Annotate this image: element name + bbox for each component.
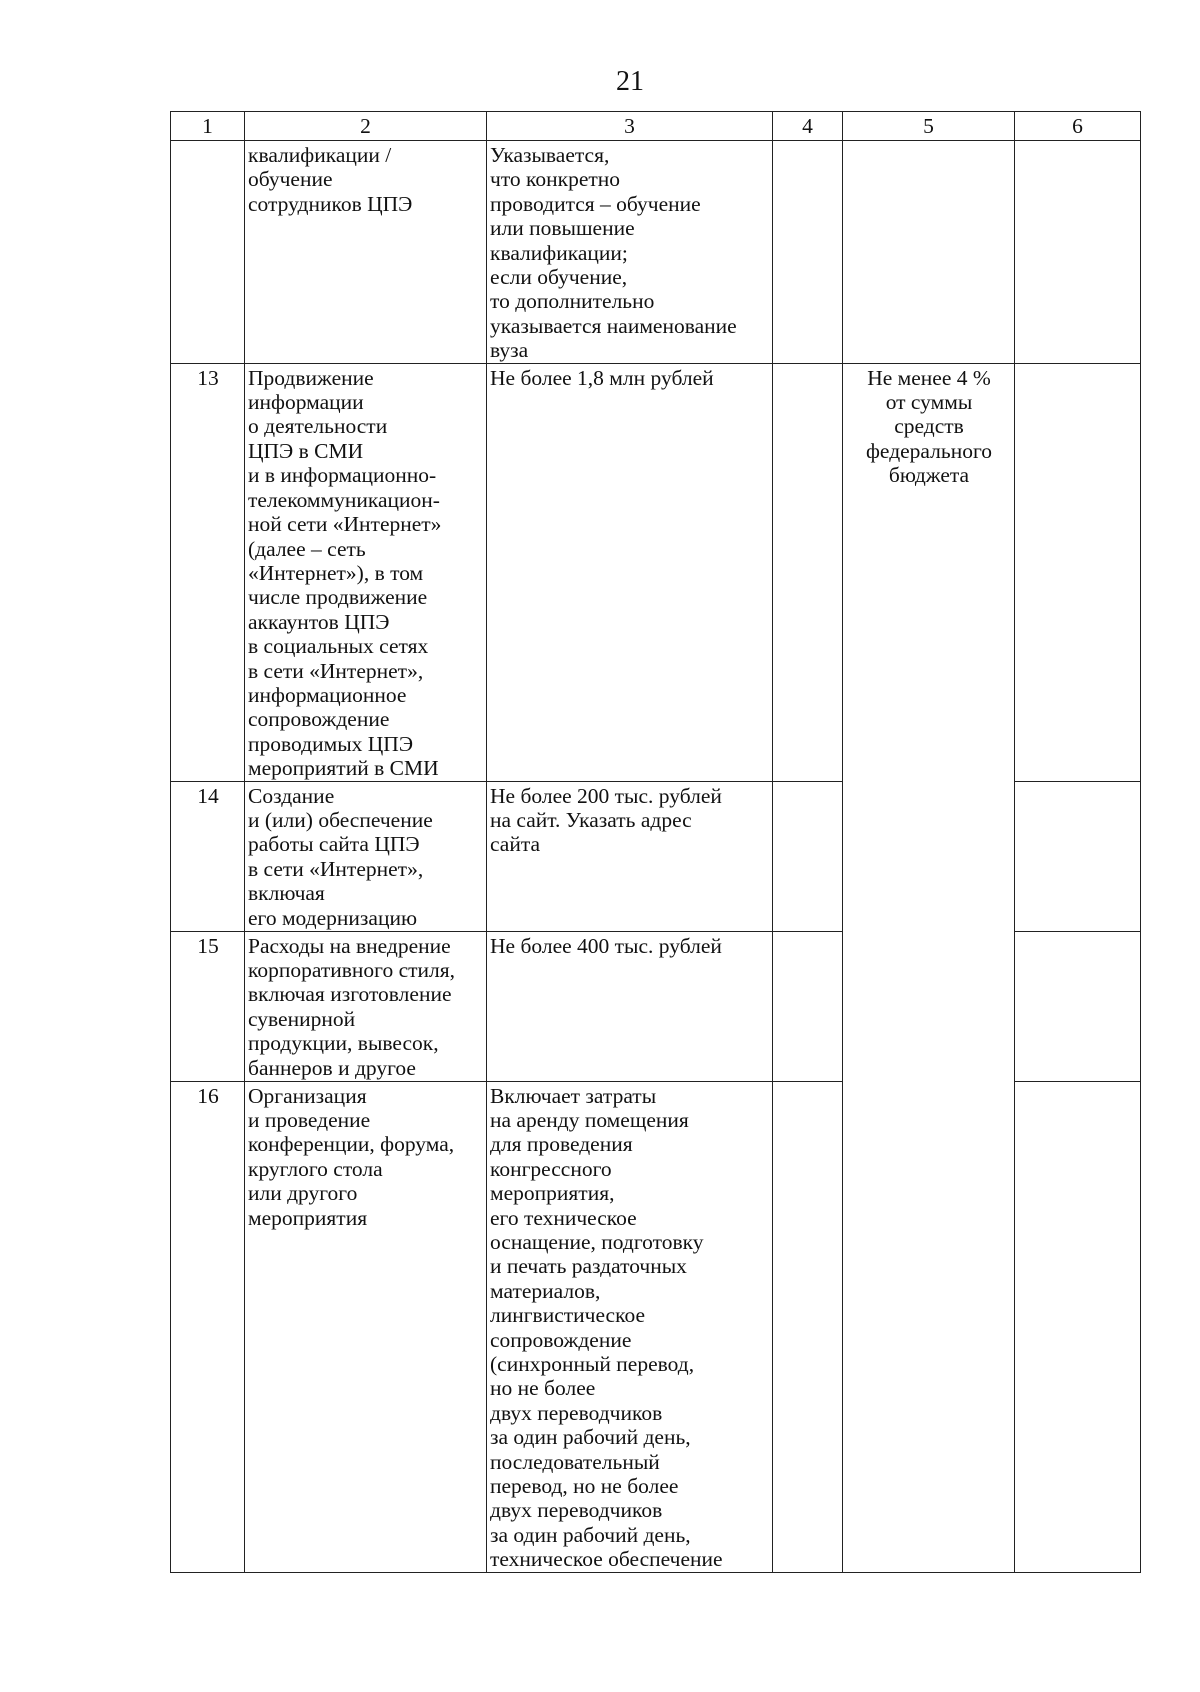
column-header-2: 2 bbox=[245, 112, 487, 141]
row-description: Не более 400 тыс. рублей bbox=[487, 931, 773, 1081]
row-description: Включает затраты на аренду помещения для проведения конгрессного мероприятия, его техническое оснащение, подготовку и печать раздаточных материалов, лингвистическое сопровождение (синхронный перевод, но не более двух переводчиков за один рабочий день, последовательный перевод, но не более двух переводчиков за один рабочий день, техническое обеспечение bbox=[487, 1081, 773, 1572]
row-name: квалификации / обучение сотрудников ЦПЭ bbox=[245, 141, 487, 364]
row-number bbox=[171, 141, 245, 364]
column-header-3: 3 bbox=[487, 112, 773, 141]
row-col5 bbox=[843, 141, 1015, 364]
row-number: 13 bbox=[171, 363, 245, 781]
row-description: Не более 200 тыс. рублей на сайт. Указать адрес сайта bbox=[487, 781, 773, 931]
column-header-4: 4 bbox=[773, 112, 843, 141]
table-row bbox=[171, 141, 1141, 364]
row-col6 bbox=[1015, 931, 1141, 1081]
page-number: 21 bbox=[616, 66, 644, 97]
row-number: 14 bbox=[171, 781, 245, 931]
row-description: Не более 1,8 млн рублей bbox=[487, 363, 773, 781]
row-name: Расходы на внедрение корпоративного стиля, включая изготовление сувенирной продукции, вывесок, баннеров и другое bbox=[245, 931, 487, 1081]
row-name: Организация и проведение конференции, форума, круглого стола или другого мероприятия bbox=[245, 1081, 487, 1572]
row-col4 bbox=[773, 363, 843, 781]
column-header-6: 6 bbox=[1015, 112, 1141, 141]
row-col4 bbox=[773, 931, 843, 1081]
row-number: 16 bbox=[171, 1081, 245, 1572]
row-col4 bbox=[773, 141, 843, 364]
row-name: Создание и (или) обеспечение работы сайта ЦПЭ в сети «Интернет», включая его модернизацию bbox=[245, 781, 487, 931]
row-number: 15 bbox=[171, 931, 245, 1081]
row-name: Продвижение информации о деятельности ЦПЭ в СМИ и в информационно- телекоммуникацион- ной сети «Интернет» (далее – сеть «Интернет»), в том числе продвижение аккаунтов ЦПЭ в социальных сетях в сети «Интернет», информационное сопровождение проводимых ЦПЭ мероприятий в СМИ bbox=[245, 363, 487, 781]
row-col6 bbox=[1015, 781, 1141, 931]
row-col4 bbox=[773, 781, 843, 931]
row-description: Указывается, что конкретно проводится – обучение или повышение квалификации; если обучение, то дополнительно указывается наименование вуза bbox=[487, 141, 773, 364]
row-col6 bbox=[1015, 1081, 1141, 1572]
row-col5-merged: Не менее 4 % от суммы средств федерального бюджета bbox=[843, 363, 1015, 1572]
table-header-row bbox=[171, 112, 1141, 141]
column-header-1: 1 bbox=[171, 112, 245, 141]
table-row bbox=[171, 363, 1141, 781]
row-col6 bbox=[1015, 363, 1141, 781]
row-col6 bbox=[1015, 141, 1141, 364]
row-col4 bbox=[773, 1081, 843, 1572]
expense-table bbox=[170, 111, 1141, 1573]
column-header-5: 5 bbox=[843, 112, 1015, 141]
